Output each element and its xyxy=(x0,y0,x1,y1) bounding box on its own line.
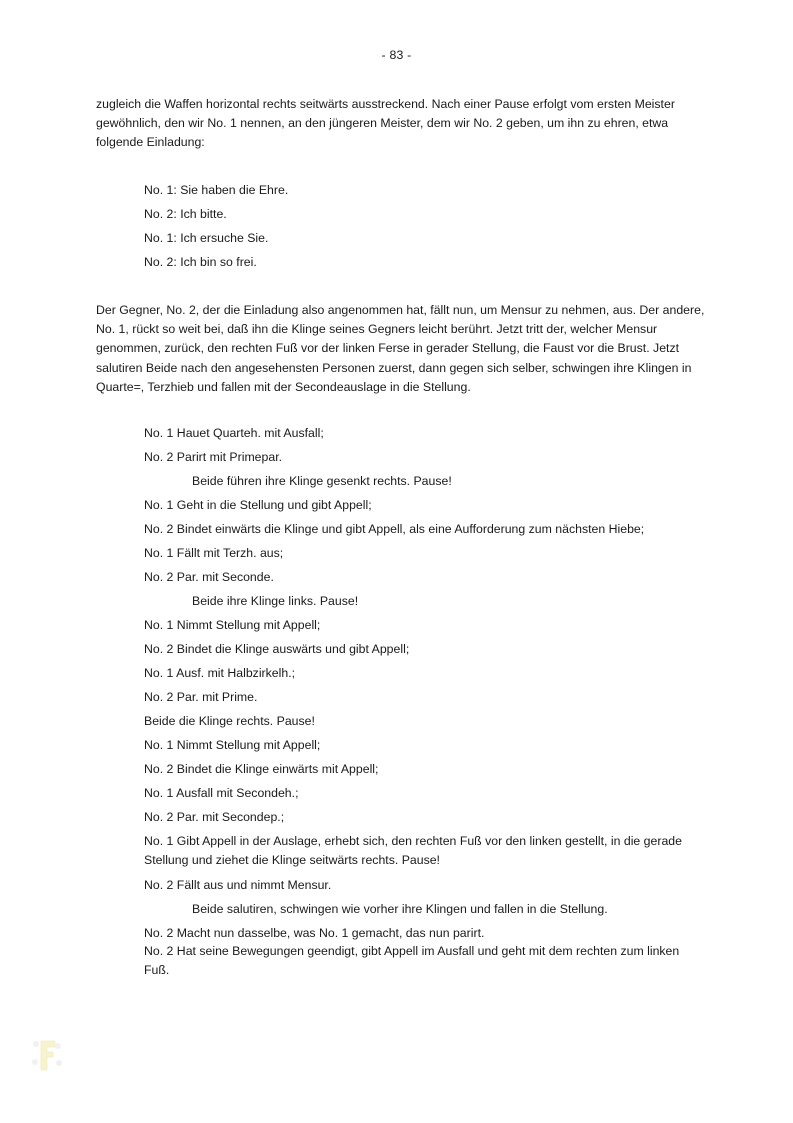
invitation-line: No. 2: Ich bitte. xyxy=(144,207,227,221)
sequence-line: No. 2 Par. mit Secondep.; xyxy=(144,810,285,824)
sequence-line: No. 2 Hat seine Bewegungen geendigt, gibt Appell im Ausfall und geht mit dem rechten zum linken Fuß. xyxy=(144,944,680,978)
sequence-line: No. 1 Fällt mit Terzh. aus; xyxy=(144,546,284,560)
sequence-line: No. 2 Par. mit Seconde. xyxy=(144,570,274,584)
sequence-line: No. 2 Bindet die Klinge einwärts mit Appell; xyxy=(144,762,379,776)
sequence-line: No. 2 Bindet die Klinge auswärts und gibt Appell; xyxy=(144,642,410,656)
sequence-line: No. 1 Gibt Appell in der Auslage, erhebt sich, den rechten Fuß vor den linken gestellt, in die gerade Stellung und ziehet die Klinge seitwärts rechts. Pause! xyxy=(144,834,682,868)
sequence-line: No. 1 Nimmt Stellung mit Appell; xyxy=(144,738,321,752)
page-number: - 83 - xyxy=(381,48,412,62)
sequence-pause-line: Beide ihre Klinge links. Pause! xyxy=(192,594,359,608)
sequence-line: No. 2 Par. mit Prime. xyxy=(144,690,258,704)
sequence-line: No. 1 Hauet Quarteh. mit Ausfall; xyxy=(144,426,324,440)
sequence-line: No. 2 Fällt aus und nimmt Mensur. xyxy=(144,878,332,892)
sequence-line: No. 1 Nimmt Stellung mit Appell; xyxy=(144,618,321,632)
sequence-line: No. 2 Bindet einwärts die Klinge und gibt Appell, als eine Aufforderung zum nächsten Hiebe; xyxy=(144,522,645,536)
sequence-line: No. 1 Geht in die Stellung und gibt Appell; xyxy=(144,498,372,512)
sequence-line: No. 1 Ausfall mit Secondeh.; xyxy=(144,786,299,800)
invitation-line: No. 1: Ich ersuche Sie. xyxy=(144,231,269,245)
sequence-line: No. 2 Parirt mit Primepar. xyxy=(144,450,283,464)
paragraph-salute: Der Gegner, No. 2, der die Einladung also angenommen hat, fällt nun, um Mensur zu nehmen, aus. Der andere, No. 1, rückt so weit bei, daß ihn die Klinge seines Gegners leicht berührt. Jetzt tritt der, welcher Mensur genommen, zurück, den rechten Fuß vor der linken Ferse in gerader Stellung, die Faust vor die Brust. Jetzt salutiren Beide nach den angesehensten Personen zuerst, dann gegen sich selber, schwingen ihre Klingen in Quarte=, Terzhieb und fallen mit der Secondeauslage in die Stellung. xyxy=(96,303,705,394)
invitation-line: No. 2: Ich bin so frei. xyxy=(144,255,257,269)
invitation-line: No. 1: Sie haben die Ehre. xyxy=(144,183,289,197)
paragraph-intro: zugleich die Waffen horizontal rechts seitwärts ausstreckend. Nach einer Pause erfolgt vom ersten Meister gewöhnlich, den wir No. 1 nennen, an den jüngeren Meister, dem wir No. 2 geben, um ihn zu ehren, etwa folgende Einladung: xyxy=(96,97,675,150)
sequence-pause-line: Beide führen ihre Klinge gesenkt rechts. Pause! xyxy=(192,474,452,488)
sequence-line: No. 1 Ausf. mit Halbzirkelh.; xyxy=(144,666,296,680)
sequence-pause-line: Beide die Klinge rechts. Pause! xyxy=(144,714,315,728)
sequence-pause-line: Beide salutiren, schwingen wie vorher ihre Klingen und fallen in die Stellung. xyxy=(192,902,608,916)
publisher-logo-icon xyxy=(30,1036,64,1074)
sequence-line: No. 2 Macht nun dasselbe, was No. 1 gemacht, das nun parirt. xyxy=(144,926,485,940)
